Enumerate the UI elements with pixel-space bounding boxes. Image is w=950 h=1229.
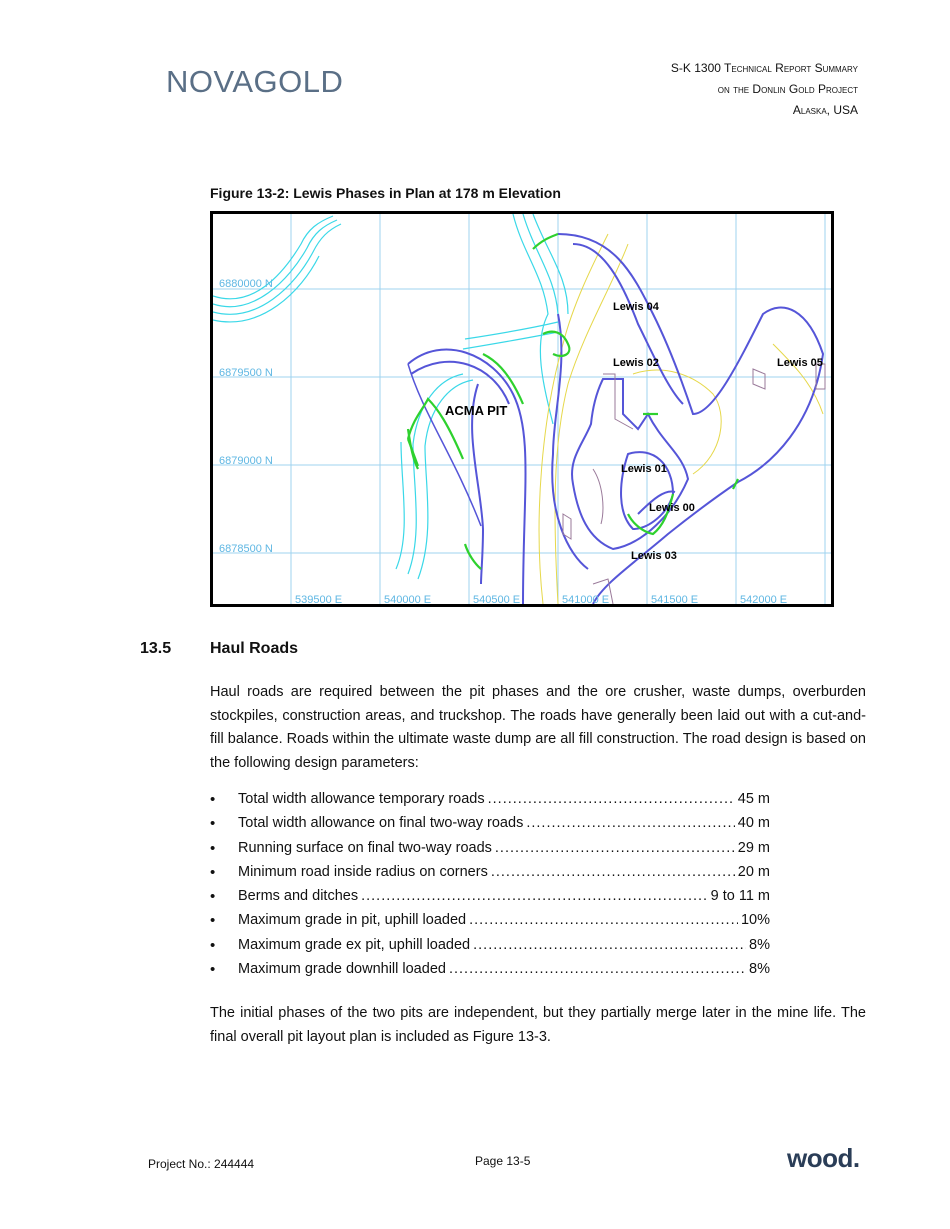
easting-541500: 541500 E: [651, 594, 699, 604]
easting-540000: 540000 E: [384, 594, 432, 604]
label-lewis-03: Lewis 03: [631, 550, 677, 562]
wood-logo: wood.: [787, 1143, 860, 1173]
section-title: Haul Roads: [210, 640, 299, 657]
label-lewis-02: Lewis 02: [613, 357, 659, 369]
novagold-logo: [166, 64, 343, 100]
section-number: 13.5: [140, 640, 172, 657]
easting-542000: 542000 E: [740, 594, 788, 604]
label-acma-pit: ACMA PIT: [445, 403, 508, 418]
project-number: Project No.: 244444: [148, 1157, 255, 1171]
map-grid: [213, 214, 831, 604]
list-item: • Berms and ditches ..... 9 to 11 m: [210, 888, 770, 912]
list-item: • Maximum grade ex pit, uphill loaded ..... 8%: [210, 937, 770, 961]
northing-6879000: 6879000 N: [219, 455, 273, 467]
pit-plan-map: [210, 211, 834, 607]
list-item: • Total width allowance temporary roads ..... 45 m: [210, 791, 770, 815]
report-title-line-1: S-K 1300 Technical Report Summary: [670, 61, 858, 75]
pit-merge-paragraph: The initial phases of the two pits are independent, but they partially merge later in the mine life. The final overall pit layout plan is included as Figure 13-3.: [210, 1005, 866, 1045]
easting-539500: 539500 E: [295, 594, 343, 604]
label-lewis-04: Lewis 04: [613, 301, 659, 313]
easting-541000: 541000 E: [562, 594, 610, 604]
haul-roads-intro: Haul roads are required between the pit phases and the ore crusher, waste dumps, overburden stockpiles, construction areas, and truckshop. The roads have generally been laid out with a cut-and-fill balance. Roads within the ultimate waste dump are all fill construction. The road design is based on the following design parameters:: [210, 684, 866, 771]
list-item: • Total width allowance on final two-way roads ..... 40 m: [210, 815, 770, 839]
report-title-line-3: Alaska, USA: [792, 103, 858, 117]
northing-6879500: 6879500 N: [219, 367, 273, 379]
list-item: • Maximum grade in pit, uphill loaded ..... 10%: [210, 912, 770, 936]
easting-labels: [295, 594, 787, 604]
list-item: • Running surface on final two-way roads ..... 29 m: [210, 840, 770, 864]
northing-6878500: 6878500 N: [219, 543, 273, 555]
bench-lines: [563, 364, 825, 604]
page-number: Page 13-5: [475, 1154, 531, 1168]
logo-text: NOVAGOLD: [166, 64, 344, 99]
report-title-line-2: on the Donlin Gold Project: [717, 82, 858, 96]
pit-plan-svg: [213, 214, 831, 604]
northing-6880000: 6880000 N: [219, 278, 273, 290]
label-lewis-01: Lewis 01: [621, 463, 667, 475]
label-lewis-00: Lewis 00: [649, 502, 695, 514]
list-item: • Minimum road inside radius on corners ..... 20 m: [210, 864, 770, 888]
design-parameters-list: [210, 791, 770, 985]
easting-540500: 540500 E: [473, 594, 521, 604]
list-item: • Maximum grade downhill loaded ..... 8%: [210, 961, 770, 985]
label-lewis-05: Lewis 05: [777, 357, 823, 369]
figure-caption: Figure 13-2: Lewis Phases in Plan at 178 m Elevation: [210, 185, 561, 201]
